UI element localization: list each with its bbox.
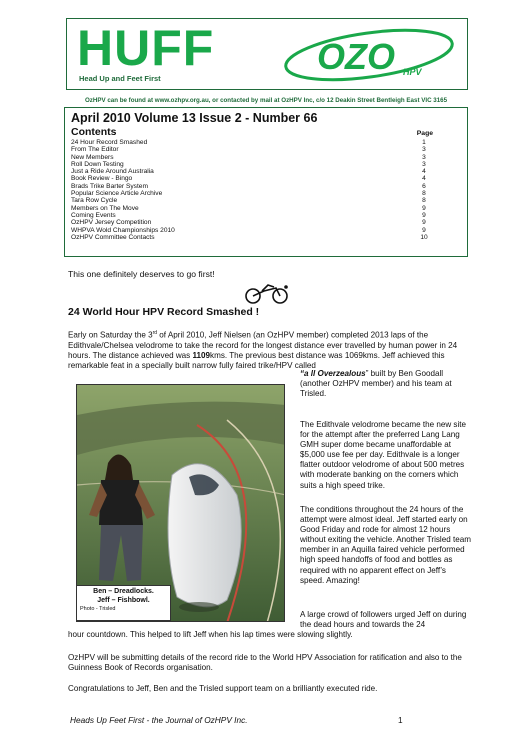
toc-title: From The Editor [71,146,119,154]
ozhpv-logo [277,25,463,85]
toc-page: 6 [422,182,426,190]
toc-page: 8 [422,190,426,198]
article-paragraph-3: The Edithvale velodrome became the new site for the attempt after the preferred Lang Lang GMH super dome became unaffordable at $5,000 use fee per day. Edithvale is a longer flatter outdoor velodrome of about 500 metres with moderate banking on the corners which suits a high speed trike. [300,420,467,490]
recumbent-bike-icon [244,282,292,304]
contents-box [64,107,468,257]
article-paragraph-6: OzHPV will be submitting details of the record ride to the World HPV Association for ratification and also to the Guinness Book of Records organisation. [68,653,462,673]
toc-item [71,197,461,204]
toc-item [71,190,461,197]
toc-page: 9 [422,226,426,234]
toc-item [71,219,461,226]
masthead [66,18,468,90]
toc-page: 9 [422,219,426,227]
toc-title: New Members [71,153,114,161]
huff-tagline: Head Up and Feet First [79,74,161,83]
toc-item [71,168,461,175]
footer-journal-title: Heads Up Feet First - the Journal of OzHPV Inc. [70,715,248,725]
toc-title: Just a Ride Around Australia [71,168,154,176]
toc-page: 8 [422,197,426,205]
article-paragraph-4: The conditions throughout the 24 hours of the attempt were almost ideal. Jeff started early on Good Friday and rode for almost 12 hours without exiting the vehicle. Another Trisled team member in an Aquilla faired vehicle performed high speed handoffs of food and bottles as required with no apparent effect on Jeff’s speed. Amazing! [300,505,471,585]
toc-item [71,154,461,161]
toc-item [71,139,461,146]
toc-title: Popular Science Article Archive [71,190,163,198]
ozo-logo-hpv: HPV [403,67,422,77]
toc-page: 3 [422,146,426,154]
toc-title: 24 Hour Record Smashed [71,139,148,146]
page-column-heading: Page [416,130,433,137]
caption-line-1: Ben – Dreadlocks. [93,588,154,595]
toc-title: Coming Events [71,211,116,219]
article-paragraph-7: Congratulations to Jeff, Ben and the Trisled support team on a brilliantly executed ride. [68,684,378,693]
toc-page: 1 [422,139,426,146]
toc-title: Tara Row Cycle [71,197,118,205]
toc-item [71,212,461,219]
article-paragraph-5b: hour countdown. This helped to lift Jeff when his lap times were slowing slightly. [68,630,353,639]
toc-item [71,161,461,168]
toc-page: 3 [422,160,426,168]
caption-line-2: Jeff – Fishbowl. [97,596,150,604]
toc-page: 3 [422,153,426,161]
toc-page: 10 [420,233,428,241]
article-paragraph-2: “a ll Overzealous” built by Ben Goodall (another OzHPV member) and his team at Trisled. [300,369,452,399]
article-paragraph-1: Early on Saturday the 3rd of April 2010, Jeff Nielsen (an OzHPV member) completed 2013 laps of the Edithvale/Chelsea velodrome to take the record for the longest distance ever travelled by human power in 24 hours. The distance achieved was 1109kms. The previous best distance was 1069kms. Jeff achieved this remarkable feat in a specially built narrow fully faired trike/HPV called [68,330,458,370]
contact-line: OzHPV can be found at www.ozhpv.org.au, or contacted by mail at OzHPV Inc, c/o 12 Deakin Street Bentleigh East VIC 3165 [84,97,448,104]
footer-page-number: 1 [398,715,403,725]
ozo-logo-text: OZO [317,36,395,77]
toc-page: 9 [422,211,426,219]
photo-caption [76,585,171,621]
toc-title: Book Review - Bingo [71,175,133,183]
toc-title: Members on The Move [71,204,139,212]
toc-title: OzHPV Jersey Competition [71,219,152,227]
contents-heading: Contents [71,126,117,138]
toc-title: OzHPV Committee Contacts [71,233,155,241]
photo-credit: Photo - Trisled [80,606,116,613]
toc-title: Roll Down Testing [71,160,124,168]
article-headline: 24 World Hour HPV Record Smashed ! [68,306,260,318]
huff-logo: HUFF [77,20,215,76]
article-paragraph-5a: A large crowd of followers urged Jeff on during the dead hours and towards the 24 [300,610,467,630]
toc-title: WHPVA Wold Championships 2010 [71,226,175,234]
toc-item [71,234,461,241]
toc-item [71,146,461,153]
toc-item [71,205,461,212]
toc-page: 4 [422,168,426,176]
toc-page: 9 [422,204,426,212]
toc-item [71,183,461,190]
issue-title: April 2010 Volume 13 Issue 2 - Number 66 [71,111,318,125]
toc-page: 4 [422,175,426,183]
toc-title: Brads Trike Barter System [71,182,148,190]
toc-item [71,227,461,234]
toc-item [71,175,461,182]
table-of-contents [71,139,461,241]
lead-sentence: This one definitely deserves to go first! [68,269,215,279]
